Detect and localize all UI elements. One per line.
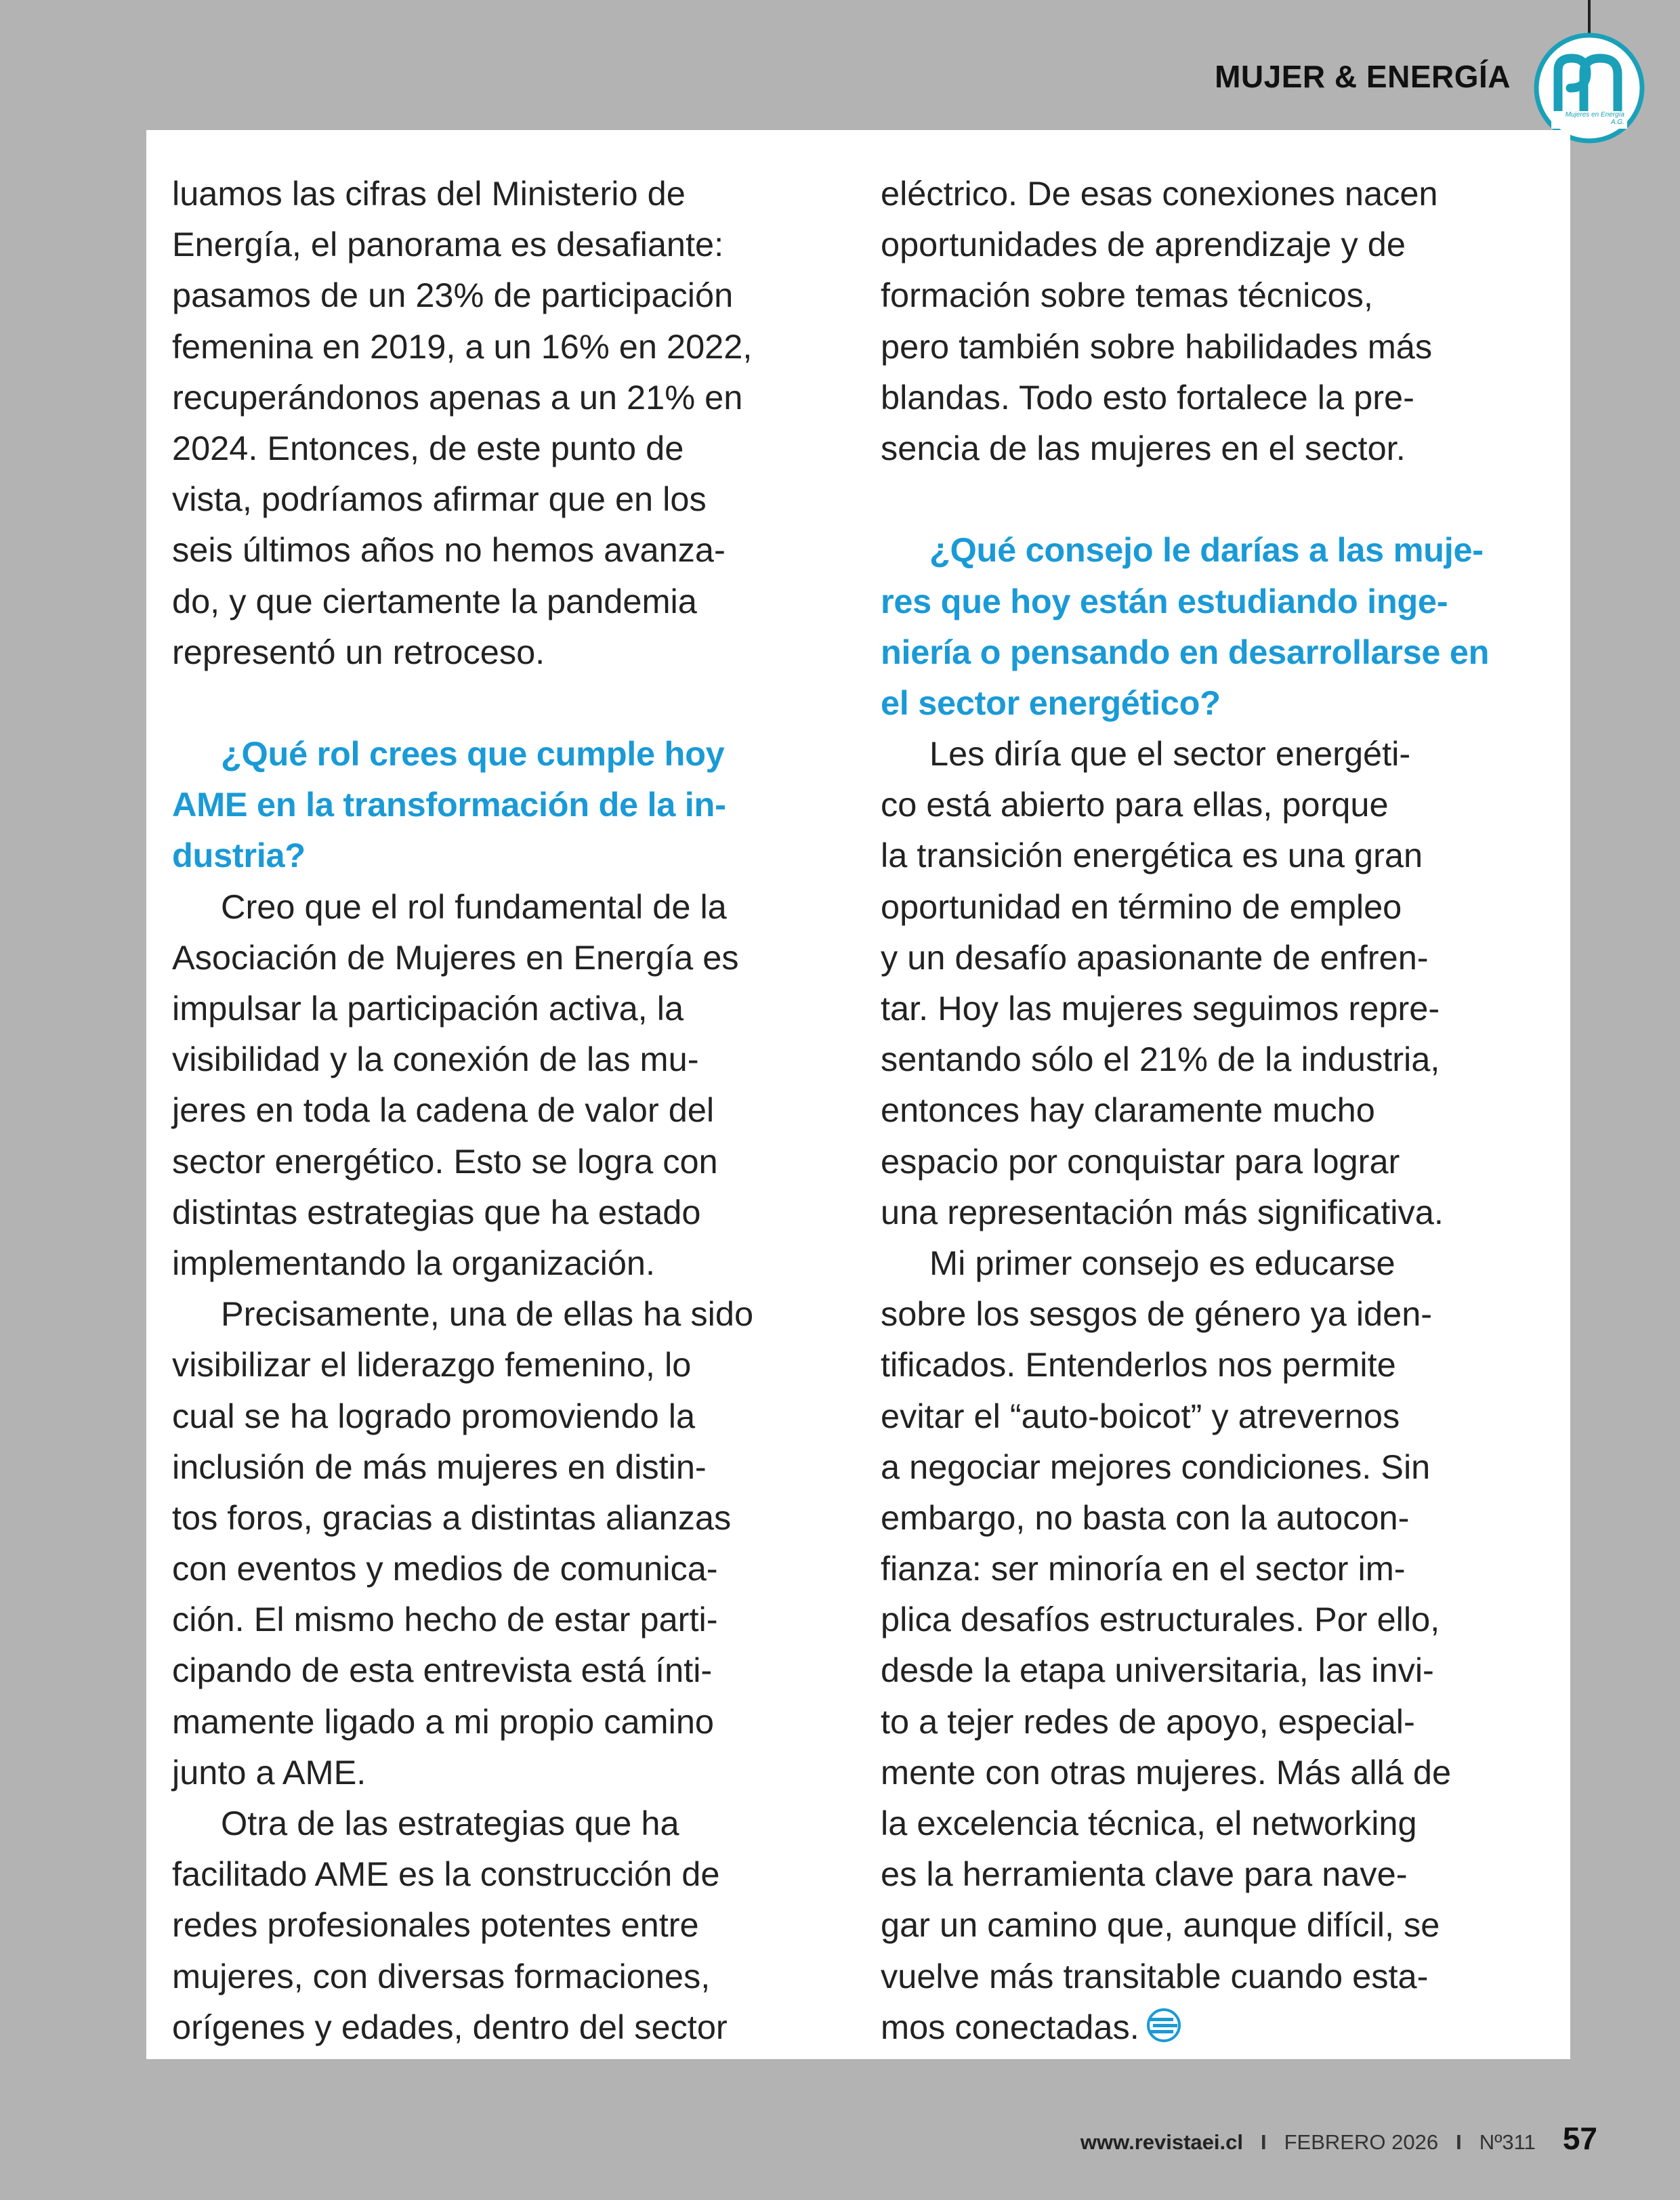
body-text: la transición energética es una gran xyxy=(881,836,1423,875)
question-text: ¿Qué rol crees que cumple hoy xyxy=(221,734,725,774)
body-text-line xyxy=(881,1492,1538,1543)
body-text-line xyxy=(881,423,1538,473)
body-text-line xyxy=(172,524,829,575)
paragraph-gap xyxy=(172,677,829,728)
body-text: facilitado AME es la construcción de xyxy=(172,1855,720,1894)
body-text-line xyxy=(172,627,829,677)
body-text-line xyxy=(881,219,1538,270)
body-text: gar un camino que, aunque difícil, se xyxy=(881,1905,1440,1945)
body-text: plica desafíos estructurales. Por ello, xyxy=(881,1600,1440,1639)
body-text-line xyxy=(172,321,829,372)
body-text: cual se ha logrado promoviendo la xyxy=(172,1396,696,1435)
body-text: espacio por conquistar para lograr xyxy=(881,1141,1400,1181)
footer-date: FEBRERO 2026 xyxy=(1284,2130,1439,2154)
body-text: mos conectadas. xyxy=(881,2007,1139,2046)
end-of-article-icon xyxy=(1146,2006,1181,2056)
body-text: redes profesionales potentes entre xyxy=(172,1905,699,1945)
body-text-line xyxy=(881,1034,1538,1084)
body-text-line xyxy=(172,1136,829,1187)
body-text: 2024. Entonces, de este punto de xyxy=(172,428,684,467)
body-text-line xyxy=(881,372,1538,423)
question-text: ¿Qué consejo le darías a las muje- xyxy=(929,530,1484,570)
footer-issue: Nº311 xyxy=(1479,2130,1536,2154)
body-text: representó un retroceso. xyxy=(172,632,545,671)
body-text-line xyxy=(172,983,829,1034)
body-text-line xyxy=(172,1441,829,1492)
body-text-line xyxy=(881,1594,1538,1645)
body-text-line xyxy=(172,1848,829,1899)
question-line xyxy=(881,677,1538,728)
body-text: eléctrico. De esas conexiones nacen xyxy=(881,174,1438,213)
question-text: res que hoy están estudiando inge- xyxy=(881,581,1448,620)
page-footer xyxy=(1080,2120,1597,2157)
body-text: y un desafío apasionante de enfren- xyxy=(881,937,1429,977)
body-text: sector energético. Esto se logra con xyxy=(172,1141,718,1181)
body-text: pero también sobre habilidades más xyxy=(881,326,1433,366)
body-text-line xyxy=(881,932,1538,983)
body-text: Les diría que el sector energéti- xyxy=(929,734,1411,774)
body-text: sentando sólo el 21% de la industria, xyxy=(881,1040,1440,1079)
footer-url[interactable]: www.revistaei.cl xyxy=(1080,2130,1243,2154)
body-text-line xyxy=(172,1034,829,1084)
body-text: sobre los sesgos de género ya iden- xyxy=(881,1294,1433,1334)
body-text-line xyxy=(172,1339,829,1390)
body-text: entonces hay claramente mucho xyxy=(881,1091,1375,1130)
body-text: femenina en 2019, a un 16% en 2022, xyxy=(172,326,753,366)
body-text-line xyxy=(881,1747,1538,1798)
body-text: oportunidades de aprendizaje y de xyxy=(881,225,1406,264)
body-text-line xyxy=(172,1696,829,1747)
body-text-line xyxy=(881,1441,1538,1492)
body-text-line xyxy=(172,932,829,983)
left-column xyxy=(172,168,829,2052)
body-text: to a tejer redes de apoyo, especial- xyxy=(881,1701,1415,1741)
body-text-line xyxy=(881,1391,1538,1441)
body-text-line xyxy=(881,321,1538,372)
body-text: implementando la organización. xyxy=(172,1243,656,1282)
question-text: AME en la transformación de la in- xyxy=(172,785,726,824)
body-text: orígenes y edades, dentro del sector xyxy=(172,2007,728,2046)
body-text: fianza: ser minoría en el sector im- xyxy=(881,1549,1406,1588)
body-text-line xyxy=(881,168,1538,219)
body-text: visibilidad y la conexión de las mu- xyxy=(172,1040,699,1079)
body-text-line xyxy=(172,1594,829,1645)
question-line xyxy=(172,779,829,830)
body-text-line xyxy=(881,1696,1538,1747)
body-text-line xyxy=(172,1084,829,1135)
question-line xyxy=(172,830,829,881)
body-text-line xyxy=(881,1645,1538,1695)
body-text: tar. Hoy las mujeres seguimos repre- xyxy=(881,989,1440,1028)
body-text-line xyxy=(881,1339,1538,1390)
body-text: ción. El mismo hecho de estar parti- xyxy=(172,1600,718,1639)
body-text: junto a AME. xyxy=(172,1752,366,1792)
body-text: visibilizar el liderazgo femenino, lo xyxy=(172,1345,692,1384)
body-text: formación sobre temas técnicos, xyxy=(881,276,1373,315)
body-text: evitar el “auto-boicot” y atrevernos xyxy=(881,1396,1400,1435)
question-text: dustria? xyxy=(172,836,306,875)
body-text-line xyxy=(172,423,829,473)
body-text-line xyxy=(881,1848,1538,1899)
body-text-line xyxy=(881,270,1538,320)
body-text: una representación más significativa. xyxy=(881,1192,1444,1231)
body-text-line xyxy=(172,1798,829,1848)
body-text: recuperándonos apenas a un 21% en xyxy=(172,377,743,417)
body-text-line xyxy=(881,779,1538,830)
body-text: impulsar la participación activa, la xyxy=(172,989,684,1028)
body-text: Otra de las estrategias que ha xyxy=(221,1804,679,1842)
body-text: la excelencia técnica, el networking xyxy=(881,1804,1417,1842)
question-line xyxy=(881,524,1538,575)
body-text: Asociación de Mujeres en Energía es xyxy=(172,937,739,977)
page-number: 57 xyxy=(1562,2121,1597,2156)
body-text-line xyxy=(172,1492,829,1543)
question-line xyxy=(881,576,1538,627)
body-text-line xyxy=(881,1238,1538,1288)
body-text: inclusión de más mujeres en distin- xyxy=(172,1447,707,1486)
footer-separator: I xyxy=(1456,2130,1462,2154)
body-text: seis últimos años no hemos avanza- xyxy=(172,530,726,570)
body-text-line xyxy=(881,830,1538,881)
question-text: niería o pensando en desarrollarse en xyxy=(881,632,1490,671)
body-text-line xyxy=(172,473,829,524)
article-panel xyxy=(146,130,1570,2059)
body-text: desde la etapa universitaria, las invi- xyxy=(881,1651,1434,1690)
body-text-line xyxy=(881,1084,1538,1135)
body-text: blandas. Todo esto fortalece la pre- xyxy=(881,377,1414,417)
body-text: tificados. Entenderlos nos permite xyxy=(881,1345,1396,1384)
body-text: Energía, el panorama es desafiante: xyxy=(172,225,724,264)
body-text: tos foros, gracias a distintas alianzas xyxy=(172,1498,732,1537)
body-text-line xyxy=(172,1238,829,1288)
body-text-line xyxy=(172,219,829,270)
body-text: vuelve más transitable cuando esta- xyxy=(881,1956,1429,1995)
body-text-line xyxy=(881,1187,1538,1238)
body-text-line xyxy=(172,1391,829,1441)
body-text-line xyxy=(172,1645,829,1695)
question-line xyxy=(881,627,1538,677)
right-column xyxy=(881,168,1538,2052)
body-text-line xyxy=(881,1899,1538,1950)
body-text-line xyxy=(172,1288,829,1339)
body-text: luamos las cifras del Ministerio de xyxy=(172,174,686,213)
body-text: mamente ligado a mi propio camino xyxy=(172,1701,714,1741)
body-text-line xyxy=(172,372,829,423)
body-text: co está abierto para ellas, porque xyxy=(881,785,1389,824)
body-text: oportunidad en término de empleo xyxy=(881,887,1402,926)
body-text-line xyxy=(881,1951,1538,2002)
logo-icon xyxy=(1532,31,1646,145)
logo-hanger xyxy=(1588,0,1591,34)
body-text-line xyxy=(881,1798,1538,1848)
body-text: mujeres, con diversas formaciones, xyxy=(172,1956,711,1995)
body-text-line xyxy=(172,1951,829,2002)
body-text: do, y que ciertamente la pandemia xyxy=(172,581,697,620)
body-text: mente con otras mujeres. Más allá de xyxy=(881,1752,1452,1792)
body-text-line xyxy=(172,881,829,932)
body-text: es la herramienta clave para nave- xyxy=(881,1855,1408,1894)
body-text-line xyxy=(172,1747,829,1798)
body-text: Precisamente, una de ellas ha sido xyxy=(221,1294,754,1334)
body-text-line xyxy=(881,2002,1538,2052)
body-text: Creo que el rol fundamental de la xyxy=(221,887,727,926)
body-text: embargo, no basta con la autocon- xyxy=(881,1498,1410,1537)
question-text: el sector energético? xyxy=(881,683,1221,722)
body-text: pasamos de un 23% de participación xyxy=(172,276,734,315)
body-text-line xyxy=(172,168,829,219)
body-text: vista, podríamos afirmar que en los xyxy=(172,480,707,519)
body-text-line xyxy=(172,1187,829,1238)
body-text: a negociar mejores condiciones. Sin xyxy=(881,1447,1431,1486)
body-text: jeres en toda la cadena de valor del xyxy=(172,1091,715,1130)
body-text-line xyxy=(881,1288,1538,1339)
body-text-line xyxy=(881,983,1538,1034)
body-text: Mi primer consejo es educarse xyxy=(929,1243,1395,1282)
body-text: sencia de las mujeres en el sector. xyxy=(881,428,1406,467)
logo-caption: Mujeres en Energía A.G. xyxy=(1565,111,1624,126)
body-text-line xyxy=(172,270,829,320)
body-text-line xyxy=(881,881,1538,932)
body-text: con eventos y medios de comunica- xyxy=(172,1549,718,1588)
section-title: MUJER & ENERGÍA xyxy=(1215,59,1511,94)
body-text-line xyxy=(172,2002,829,2052)
question-line xyxy=(172,728,829,779)
footer-separator: I xyxy=(1261,2130,1267,2154)
paragraph-gap xyxy=(881,473,1538,524)
body-text-line xyxy=(881,728,1538,779)
body-text-line xyxy=(881,1136,1538,1187)
body-text-line xyxy=(172,1543,829,1594)
body-text: cipando de esta entrevista está ínti- xyxy=(172,1651,713,1690)
body-text-line xyxy=(172,1899,829,1950)
body-text: distintas estrategias que ha estado xyxy=(172,1192,701,1231)
body-text-line xyxy=(172,576,829,627)
body-text-line xyxy=(881,1543,1538,1594)
